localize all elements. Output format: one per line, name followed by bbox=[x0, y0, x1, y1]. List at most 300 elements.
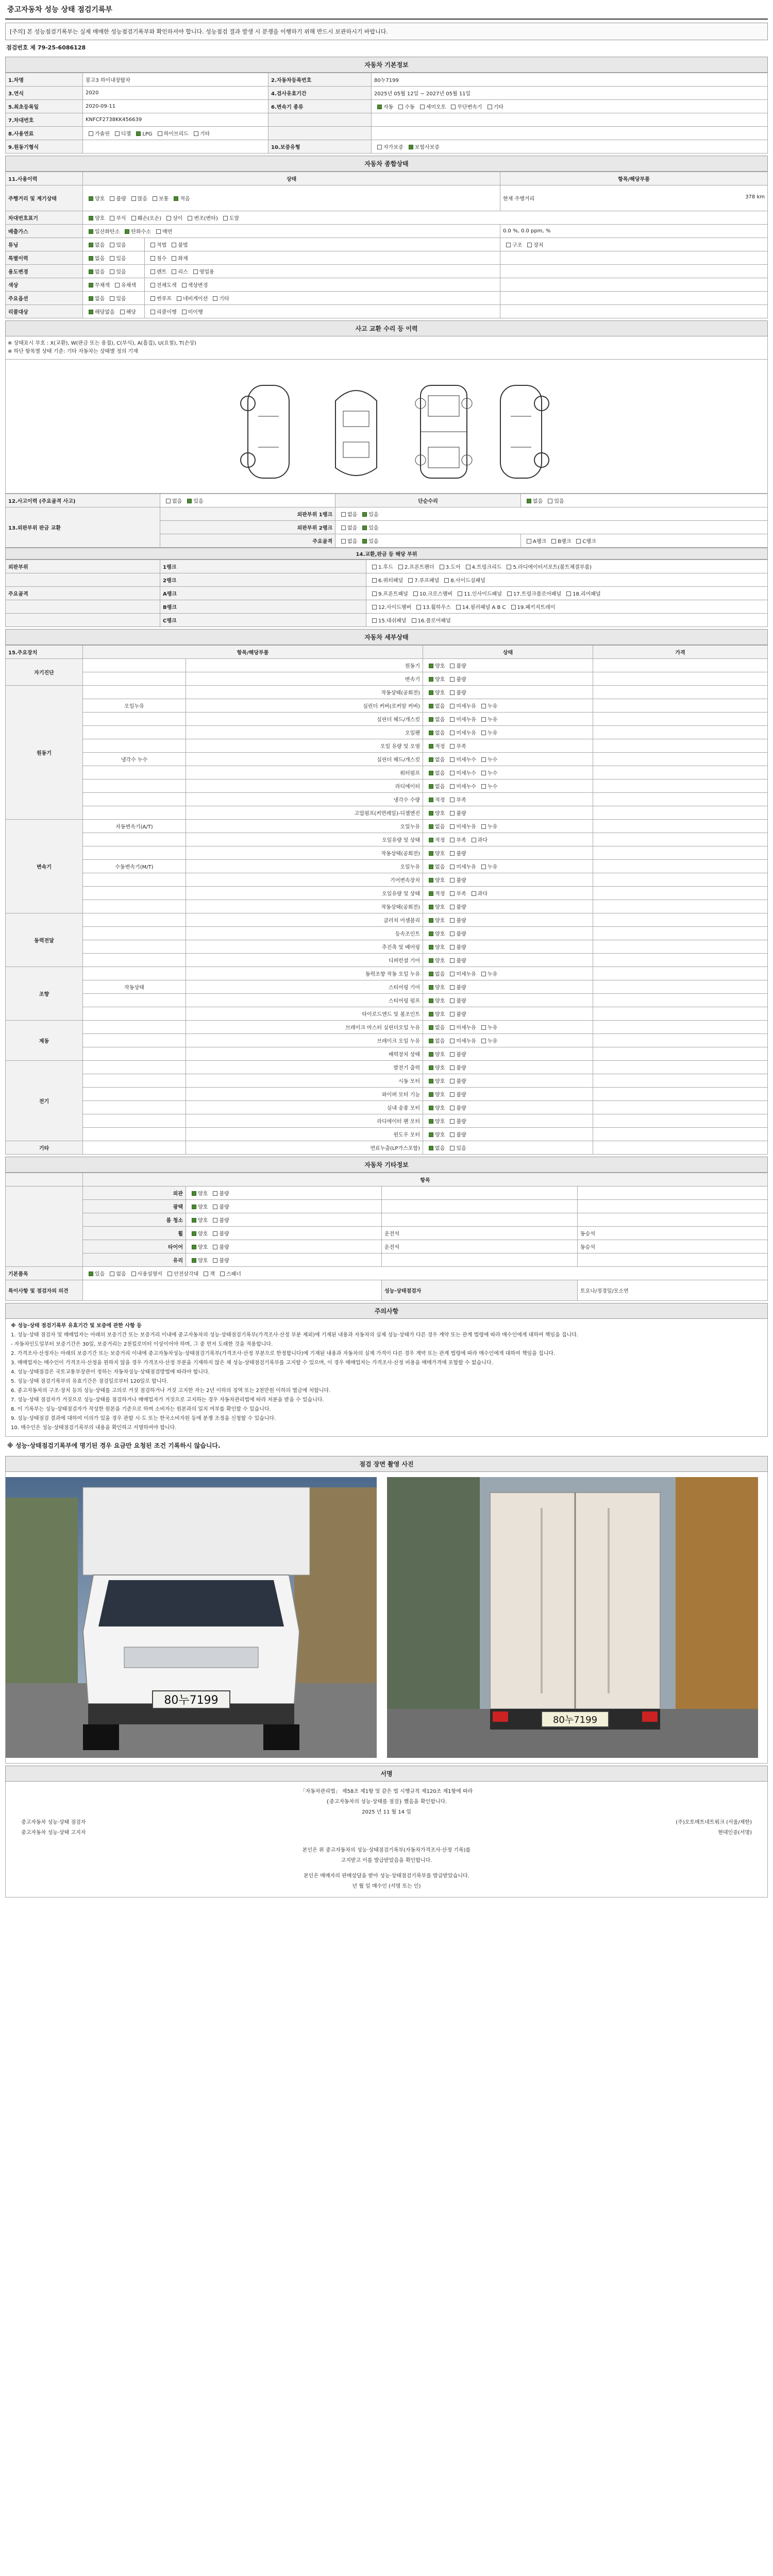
detail-state bbox=[423, 967, 593, 980]
checkbox-icon bbox=[429, 972, 433, 976]
detail-price bbox=[593, 1061, 768, 1074]
detail-sub bbox=[83, 1061, 186, 1074]
checkbox-icon bbox=[451, 105, 456, 109]
checkbox-icon bbox=[89, 131, 93, 136]
checkbox-option[interactable]: 불량 bbox=[447, 1117, 466, 1125]
checkbox-option[interactable]: 18.리어패널 bbox=[563, 589, 601, 597]
checkbox-option[interactable]: 있음 bbox=[107, 294, 126, 302]
checkbox-option[interactable]: 있음 bbox=[107, 241, 126, 248]
checkbox-option[interactable]: 없음 bbox=[426, 769, 445, 776]
accident-label: 12.사고이력 (주요골격 사고) bbox=[6, 494, 160, 507]
checkbox-option[interactable]: 양호 bbox=[426, 1063, 445, 1071]
notice-body bbox=[5, 1319, 768, 1437]
checkbox-option[interactable]: 미세누유 bbox=[447, 822, 476, 830]
checkbox-icon bbox=[429, 664, 433, 668]
checkbox-option[interactable]: 불량 bbox=[447, 809, 466, 817]
checkbox-icon bbox=[341, 539, 346, 544]
checkbox-option[interactable]: 적정 bbox=[426, 836, 445, 843]
checkbox-option[interactable]: 수동 bbox=[395, 103, 414, 110]
checkbox-option[interactable]: 누유 bbox=[478, 822, 497, 830]
checkbox-option[interactable]: 없음 bbox=[86, 294, 105, 302]
checkbox-icon bbox=[150, 296, 155, 301]
checkbox-option[interactable]: 일산화탄소 bbox=[86, 227, 120, 235]
checkbox-option[interactable]: 없음 bbox=[338, 537, 357, 545]
checkbox-option[interactable]: 침수 bbox=[147, 254, 166, 262]
checkbox-option[interactable]: 있음 bbox=[359, 537, 378, 545]
checkbox-option[interactable]: 세미오토 bbox=[417, 103, 446, 110]
checkbox-option[interactable]: 19.패키지트레이 bbox=[508, 603, 556, 611]
tire-left bbox=[382, 1253, 578, 1267]
checkbox-option[interactable]: 색상변경 bbox=[179, 281, 208, 289]
checkbox-icon bbox=[182, 310, 187, 314]
checkbox-option[interactable]: 누유 bbox=[478, 1023, 497, 1031]
checkbox-option[interactable]: 미세누유 bbox=[447, 728, 476, 736]
checkbox-icon bbox=[450, 972, 455, 976]
general-row-options bbox=[83, 305, 145, 318]
checkbox-option[interactable]: 불량 bbox=[210, 1243, 229, 1250]
checkbox-icon bbox=[450, 905, 455, 909]
checkbox-icon bbox=[456, 605, 461, 609]
checkbox-icon bbox=[110, 243, 114, 247]
checkbox-option[interactable]: 없음 bbox=[338, 510, 357, 518]
rank-name: 외판부위 1랭크 bbox=[160, 507, 335, 521]
checkbox-icon bbox=[377, 145, 382, 149]
checkbox-option[interactable]: 없음 bbox=[426, 715, 445, 723]
detail-item: 실린더 헤드/개스킷 bbox=[186, 713, 423, 726]
checkbox-option[interactable]: 없음 bbox=[426, 970, 445, 977]
checkbox-icon bbox=[372, 618, 377, 623]
checkbox-option[interactable]: 없음 bbox=[426, 755, 445, 763]
checkbox-option[interactable]: 5.라디에이터서포트(볼트체결부품) bbox=[503, 563, 592, 570]
checkbox-icon bbox=[223, 216, 228, 221]
general-row-label: 색상 bbox=[6, 278, 83, 292]
checkbox-option[interactable]: 양호 bbox=[426, 1117, 445, 1125]
checkbox-option[interactable]: 없음 bbox=[107, 1269, 126, 1277]
checkbox-option[interactable]: 없음 bbox=[426, 782, 445, 790]
checkbox-option[interactable]: 양호 bbox=[426, 1050, 445, 1058]
checkbox-option[interactable]: 없음 bbox=[86, 267, 105, 275]
checkbox-option[interactable]: 불량 bbox=[447, 943, 466, 951]
checkbox-icon bbox=[481, 1025, 486, 1030]
detail-sub bbox=[83, 1101, 186, 1114]
checkbox-option[interactable]: 15.대쉬패널 bbox=[369, 616, 407, 624]
checkbox-option[interactable]: 14.필러패널 A B C bbox=[453, 603, 506, 611]
general-row-options bbox=[145, 238, 500, 251]
checkbox-icon bbox=[172, 243, 176, 247]
checkbox-option[interactable]: 있음 bbox=[184, 497, 203, 504]
checkbox-option[interactable]: 불량 bbox=[447, 1063, 466, 1071]
detail-state bbox=[423, 1141, 593, 1155]
basic-label: 9.원동기형식 bbox=[6, 140, 83, 154]
checkbox-option[interactable]: 있음 bbox=[107, 254, 126, 262]
checkbox-option[interactable]: 양호 bbox=[426, 1077, 445, 1084]
mileage-options bbox=[83, 185, 500, 211]
checkbox-option[interactable]: 양호 bbox=[426, 1010, 445, 1018]
detail-state bbox=[423, 766, 593, 779]
general-row-options bbox=[145, 265, 500, 278]
sign-date: 2025 년 11 월 14 일 bbox=[362, 1809, 411, 1815]
checkbox-option[interactable]: 3.도어 bbox=[436, 563, 461, 570]
detail-sub: 오일누유 bbox=[83, 699, 186, 713]
checkbox-option[interactable]: 하이브리드 bbox=[155, 129, 189, 137]
checkbox-option[interactable]: 있음 bbox=[359, 523, 378, 531]
checkbox-option[interactable]: 불량 bbox=[447, 1010, 466, 1018]
checkbox-option[interactable]: 없음 bbox=[426, 1144, 445, 1151]
checkbox-icon bbox=[372, 605, 377, 609]
checkbox-option[interactable]: 기타 bbox=[191, 129, 210, 137]
checkbox-option[interactable]: 양호 bbox=[426, 1130, 445, 1138]
checkbox-option[interactable]: 매연 bbox=[153, 227, 172, 235]
checkbox-option[interactable]: 전체도색 bbox=[147, 281, 177, 289]
warranty-options bbox=[372, 140, 768, 154]
checkbox-option[interactable]: 미세누유 bbox=[447, 715, 476, 723]
detail-state bbox=[423, 1061, 593, 1074]
checkbox-option[interactable]: 11.인사이드패널 bbox=[455, 589, 502, 597]
checkbox-option[interactable]: 양호 bbox=[426, 675, 445, 683]
checkbox-option[interactable]: 누수 bbox=[478, 782, 497, 790]
checkbox-option[interactable]: 탄화수소 bbox=[122, 227, 151, 235]
checkbox-option[interactable]: 없음 bbox=[86, 254, 105, 262]
rank-options bbox=[335, 534, 521, 548]
checkbox-option[interactable]: 있음 bbox=[545, 497, 564, 504]
checkbox-option[interactable]: 1.후드 bbox=[369, 563, 393, 570]
checkbox-option[interactable]: 7.루프패널 bbox=[405, 576, 439, 584]
checkbox-option[interactable]: 구조 bbox=[503, 241, 522, 248]
checkbox-option[interactable]: 적정 bbox=[426, 889, 445, 897]
checkbox-icon bbox=[527, 499, 531, 503]
checkbox-option[interactable]: 미세누수 bbox=[447, 755, 476, 763]
checkbox-option[interactable]: 양호 bbox=[426, 849, 445, 857]
notice-line: 5. 성능·상태 점검기록부의 유효기간은 점검일로부터 120일로 합니다. bbox=[11, 1379, 169, 1384]
detail-price bbox=[593, 806, 768, 820]
checkbox-option[interactable]: 양호 bbox=[426, 983, 445, 991]
repair-label: 단순수리 bbox=[335, 494, 521, 507]
detail-state bbox=[423, 726, 593, 739]
detail-sub bbox=[83, 1034, 186, 1047]
checkbox-option[interactable]: 장치 bbox=[524, 241, 543, 248]
detail-item: 오일누유 bbox=[186, 860, 423, 873]
checkbox-option[interactable]: 양호 bbox=[426, 916, 445, 924]
checkbox-option[interactable]: 8.사이드실패널 bbox=[441, 576, 485, 584]
checkbox-icon bbox=[450, 865, 455, 869]
checkbox-option[interactable]: 16.플로어패널 bbox=[409, 616, 451, 624]
checkbox-option[interactable]: 양호 bbox=[189, 1216, 208, 1224]
detail-header: 항목/해당부품 bbox=[83, 646, 423, 659]
checkbox-option[interactable]: 가솔린 bbox=[86, 129, 110, 137]
checkbox-option[interactable]: 불량 bbox=[447, 1130, 466, 1138]
checkbox-option[interactable]: 양호 bbox=[426, 876, 445, 884]
checkbox-option[interactable]: 누유 bbox=[478, 715, 497, 723]
checkbox-icon bbox=[440, 565, 444, 569]
checkbox-option[interactable]: 양호 bbox=[189, 1229, 208, 1237]
checkbox-option[interactable]: 불량 bbox=[447, 956, 466, 964]
checkbox-icon bbox=[110, 1272, 114, 1276]
checkbox-option[interactable]: 기타 bbox=[484, 103, 503, 110]
checkbox-option[interactable]: 양호 bbox=[426, 929, 445, 937]
checkbox-icon bbox=[551, 539, 556, 544]
checkbox-option[interactable]: 불량 bbox=[210, 1216, 229, 1224]
detail-state bbox=[423, 686, 593, 699]
checkbox-option[interactable]: 불량 bbox=[447, 876, 466, 884]
checkbox-option[interactable]: 썬루프 bbox=[147, 294, 172, 302]
checkbox-option[interactable]: 있음 bbox=[359, 510, 378, 518]
checkbox-option[interactable]: 보통 bbox=[149, 194, 169, 202]
checkbox-option[interactable]: 불량 bbox=[107, 194, 126, 202]
checkbox-option[interactable]: 불량 bbox=[447, 903, 466, 910]
transmission-options bbox=[372, 100, 768, 113]
detail-sub bbox=[83, 779, 186, 793]
checkbox-option[interactable]: LPG bbox=[133, 131, 152, 137]
other-item: 광택 bbox=[83, 1200, 186, 1213]
checkbox-option[interactable]: 불량 bbox=[447, 688, 466, 696]
checkbox-option[interactable]: 9.프론트패널 bbox=[369, 589, 408, 597]
checkbox-option[interactable]: 자동 bbox=[374, 103, 393, 110]
checkbox-option[interactable]: 없음 bbox=[426, 1037, 445, 1044]
fuel-options bbox=[83, 127, 268, 140]
detail-price bbox=[593, 873, 768, 887]
checkbox-option[interactable]: 불량 bbox=[210, 1229, 229, 1237]
checkbox-option[interactable]: 네비게이션 bbox=[174, 294, 208, 302]
checkbox-option[interactable]: 없음 bbox=[86, 241, 105, 248]
checkbox-option[interactable]: 도말 bbox=[220, 214, 239, 222]
checkbox-option[interactable]: 양호 bbox=[86, 214, 105, 222]
checkbox-option[interactable]: 누유 bbox=[478, 728, 497, 736]
checkbox-icon bbox=[412, 618, 416, 623]
checkbox-option[interactable]: 불량 bbox=[447, 996, 466, 1004]
detail-item: 오일 유량 및 오염 bbox=[186, 739, 423, 753]
checkbox-option[interactable]: 있음 bbox=[86, 1269, 105, 1277]
checkbox-option[interactable]: 리스 bbox=[169, 267, 188, 275]
checkbox-option[interactable]: 디젤 bbox=[112, 129, 131, 137]
detail-state bbox=[423, 887, 593, 900]
checkbox-icon bbox=[362, 539, 367, 544]
notice-line: 6. 중고자동차의 구조·장치 등의 성능·상태를 고의로 거짓 점검하거나 거짓 고지한 자는 2년 이하의 징역 또는 2천만원 이하의 벌금에 처합니다. bbox=[11, 1388, 331, 1394]
checkbox-option[interactable]: 양호 bbox=[426, 662, 445, 669]
checkbox-option[interactable]: 미세누수 bbox=[447, 769, 476, 776]
detail-section-title: 자동차 세부상태 bbox=[5, 629, 768, 645]
checkbox-option[interactable]: 없음 bbox=[163, 497, 182, 504]
checkbox-option[interactable]: 영업용 bbox=[190, 267, 214, 275]
checkbox-option[interactable]: 누유 bbox=[478, 862, 497, 870]
checkbox-option[interactable]: 부족 bbox=[447, 836, 466, 843]
checkbox-option[interactable]: 리콜이행 bbox=[147, 308, 177, 315]
checkbox-option[interactable]: 미세누유 bbox=[447, 862, 476, 870]
checkbox-option[interactable]: 화재 bbox=[169, 254, 188, 262]
detail-sub bbox=[83, 1047, 186, 1061]
checkbox-option[interactable]: 불량 bbox=[447, 983, 466, 991]
detail-price bbox=[593, 980, 768, 994]
checkbox-option[interactable]: 잭 bbox=[200, 1269, 215, 1277]
checkbox-option[interactable]: 안전삼각대 bbox=[164, 1269, 198, 1277]
checkbox-option[interactable]: 양호 bbox=[426, 1104, 445, 1111]
checkbox-option[interactable]: 부족 bbox=[447, 889, 466, 897]
checkbox-icon bbox=[192, 1231, 196, 1236]
detail-sub: 작동상태 bbox=[83, 980, 186, 994]
checkbox-option[interactable]: 불량 bbox=[447, 1050, 466, 1058]
front-photo bbox=[6, 1477, 377, 1758]
checkbox-option[interactable]: 없음 bbox=[426, 822, 445, 830]
checkbox-option[interactable]: 누유 bbox=[478, 702, 497, 709]
notice-line: 4. 성능·상태점검은 국토교통부장관이 정하는 자동차성능·상태점검방법에 따라야 합니다. bbox=[11, 1369, 210, 1375]
checkbox-option[interactable]: 17.트렁크플로어패널 bbox=[504, 589, 561, 597]
checkbox-option[interactable]: 과다 bbox=[468, 889, 488, 897]
checkbox-option[interactable]: C랭크 bbox=[573, 537, 596, 545]
other-item: 룸 청소 bbox=[83, 1213, 186, 1227]
checkbox-icon bbox=[450, 931, 455, 936]
checkbox-option[interactable]: 없음 bbox=[426, 1023, 445, 1031]
checkbox-option[interactable]: 없음 bbox=[426, 728, 445, 736]
checkbox-option[interactable]: 불량 bbox=[447, 929, 466, 937]
checkbox-option[interactable]: 무단변속기 bbox=[448, 103, 482, 110]
checkbox-option[interactable]: 적음 bbox=[171, 194, 190, 202]
checkbox-option[interactable]: B랭크 bbox=[548, 537, 571, 545]
tire-right bbox=[578, 1187, 768, 1200]
notifier-name: 현대인증(서명) bbox=[718, 1830, 752, 1836]
detail-item: 작동상태(공회전) bbox=[186, 900, 423, 913]
parts-table bbox=[5, 560, 768, 627]
checkbox-option[interactable]: 양호 bbox=[426, 809, 445, 817]
checkbox-option[interactable]: 미세누유 bbox=[447, 1023, 476, 1031]
checkbox-option[interactable]: 없음 bbox=[426, 702, 445, 709]
checkbox-icon bbox=[429, 1119, 433, 1124]
checkbox-icon bbox=[527, 539, 531, 544]
checkbox-option[interactable]: 스패너 bbox=[217, 1269, 241, 1277]
checkbox-icon bbox=[429, 1106, 433, 1110]
doc-number-value: 79-25-6086128 bbox=[37, 44, 86, 51]
part-cell bbox=[6, 600, 160, 614]
checkbox-option[interactable]: 불량 bbox=[210, 1189, 229, 1197]
checkbox-option[interactable]: 양호 bbox=[189, 1189, 208, 1197]
checkbox-option[interactable]: 변조(변타) bbox=[184, 214, 217, 222]
checkbox-option[interactable]: 양호 bbox=[189, 1256, 208, 1264]
checkbox-icon bbox=[481, 704, 486, 708]
checkbox-option[interactable]: 6.쿼터패널 bbox=[369, 576, 403, 584]
checkbox-option[interactable]: 없음 bbox=[524, 497, 543, 504]
checkbox-option[interactable]: 불량 bbox=[447, 1077, 466, 1084]
detail-sub bbox=[83, 793, 186, 806]
checkbox-option[interactable]: 미세누수 bbox=[447, 782, 476, 790]
checkbox-option[interactable]: 불량 bbox=[210, 1256, 229, 1264]
checkbox-option[interactable]: 2.프론트펜더 bbox=[395, 563, 434, 570]
checkbox-option[interactable]: 누유 bbox=[478, 1037, 497, 1044]
detail-header: 상태 bbox=[423, 646, 593, 659]
checkbox-option[interactable]: 불량 bbox=[447, 849, 466, 857]
checkbox-option[interactable]: 양호 bbox=[426, 956, 445, 964]
checkbox-icon bbox=[150, 243, 155, 247]
checkbox-option[interactable]: 부식 bbox=[107, 214, 126, 222]
detail-sub bbox=[83, 766, 186, 779]
checkbox-option[interactable]: 자가보증 bbox=[374, 143, 404, 150]
checkbox-option[interactable]: 있음 bbox=[447, 1144, 466, 1151]
general-row-options bbox=[83, 238, 145, 251]
checkbox-option[interactable]: 4.트렁크리드 bbox=[463, 563, 502, 570]
checkbox-option[interactable]: 누수 bbox=[478, 769, 497, 776]
checkbox-option[interactable]: 미이행 bbox=[179, 308, 203, 315]
checkbox-option[interactable]: 무채색 bbox=[86, 281, 110, 289]
checkbox-option[interactable]: 상이 bbox=[163, 214, 182, 222]
checkbox-option[interactable]: 불량 bbox=[447, 675, 466, 683]
checkbox-icon bbox=[429, 757, 433, 762]
checkbox-option[interactable]: 없음 bbox=[338, 523, 357, 531]
checkbox-icon bbox=[131, 216, 136, 221]
checkbox-icon bbox=[481, 771, 486, 775]
checkbox-icon bbox=[172, 256, 176, 261]
checkbox-option[interactable]: 10.크로스멤버 bbox=[410, 589, 452, 597]
checkbox-option[interactable]: 양호 bbox=[189, 1202, 208, 1210]
checkbox-option[interactable]: 누유 bbox=[478, 970, 497, 977]
checkbox-icon bbox=[450, 704, 455, 708]
checkbox-option[interactable]: 불량 bbox=[447, 662, 466, 669]
notice-section-title: 주의사항 bbox=[5, 1303, 768, 1319]
checkbox-option[interactable]: 적법 bbox=[147, 241, 166, 248]
checkbox-option[interactable]: 양호 bbox=[426, 688, 445, 696]
checkbox-option[interactable]: 부족 bbox=[447, 742, 466, 750]
checkbox-option[interactable]: 적정 bbox=[426, 742, 445, 750]
checkbox-icon bbox=[150, 256, 155, 261]
checkbox-option[interactable]: 양호 bbox=[86, 194, 105, 202]
checkbox-icon bbox=[511, 605, 516, 609]
checkbox-option[interactable]: 양호 bbox=[426, 943, 445, 951]
checkbox-option[interactable]: 양호 bbox=[426, 1090, 445, 1098]
checkbox-option[interactable]: 미세누유 bbox=[447, 702, 476, 709]
checkbox-icon bbox=[450, 717, 455, 722]
checkbox-icon bbox=[192, 1258, 196, 1263]
checkbox-option[interactable]: 미세누유 bbox=[447, 970, 476, 977]
checkbox-option[interactable]: 훼손(오손) bbox=[128, 214, 161, 222]
checkbox-option[interactable]: 보험사보증 bbox=[406, 143, 440, 150]
checkbox-option[interactable]: 부족 bbox=[447, 795, 466, 803]
checkbox-option[interactable]: 기타 bbox=[210, 294, 229, 302]
detail-sub bbox=[83, 739, 186, 753]
checkbox-option[interactable]: 유채색 bbox=[112, 281, 136, 289]
checkbox-icon bbox=[167, 1272, 172, 1276]
detail-state bbox=[423, 873, 593, 887]
basic-label: 5.최초등록일 bbox=[6, 100, 83, 113]
checkbox-option[interactable]: 13.휠하우스 bbox=[413, 603, 451, 611]
checkbox-icon bbox=[89, 269, 93, 274]
checkbox-option[interactable]: 불량 bbox=[447, 916, 466, 924]
detail-sub bbox=[83, 1128, 186, 1141]
checkbox-option[interactable]: 양호 bbox=[426, 903, 445, 910]
checkbox-icon bbox=[136, 131, 141, 136]
detail-sub bbox=[83, 806, 186, 820]
checkbox-option[interactable]: 없음 bbox=[426, 862, 445, 870]
checkbox-option[interactable]: 누수 bbox=[478, 755, 497, 763]
checkbox-option[interactable]: 불량 bbox=[210, 1202, 229, 1210]
checkbox-option[interactable]: 사용설명서 bbox=[128, 1269, 162, 1277]
general-row-label: 튜닝 bbox=[6, 238, 83, 251]
detail-price bbox=[593, 1141, 768, 1155]
checkbox-option[interactable]: 렌트 bbox=[147, 267, 166, 275]
checkbox-option[interactable]: 불법 bbox=[169, 241, 188, 248]
checkbox-option[interactable]: 적정 bbox=[426, 795, 445, 803]
checkbox-option[interactable]: 많음 bbox=[128, 194, 147, 202]
checkbox-option[interactable]: 12.사이드멤버 bbox=[369, 603, 411, 611]
detail-state bbox=[423, 1088, 593, 1101]
checkbox-option[interactable]: 양호 bbox=[426, 996, 445, 1004]
checkbox-option[interactable]: 미세누유 bbox=[447, 1037, 476, 1044]
checkbox-option[interactable]: 불량 bbox=[447, 1090, 466, 1098]
checkbox-option[interactable]: 해당 bbox=[117, 308, 136, 315]
checkbox-option[interactable]: 불량 bbox=[447, 1104, 466, 1111]
checkbox-icon bbox=[450, 945, 455, 950]
checkbox-option[interactable]: 있음 bbox=[107, 267, 126, 275]
checkbox-option[interactable]: A랭크 bbox=[524, 537, 546, 545]
checkbox-icon bbox=[213, 1205, 217, 1209]
checkbox-option[interactable]: 양호 bbox=[189, 1243, 208, 1250]
checkbox-option[interactable]: 과다 bbox=[468, 836, 488, 843]
checkbox-option[interactable]: 해당없음 bbox=[86, 308, 115, 315]
